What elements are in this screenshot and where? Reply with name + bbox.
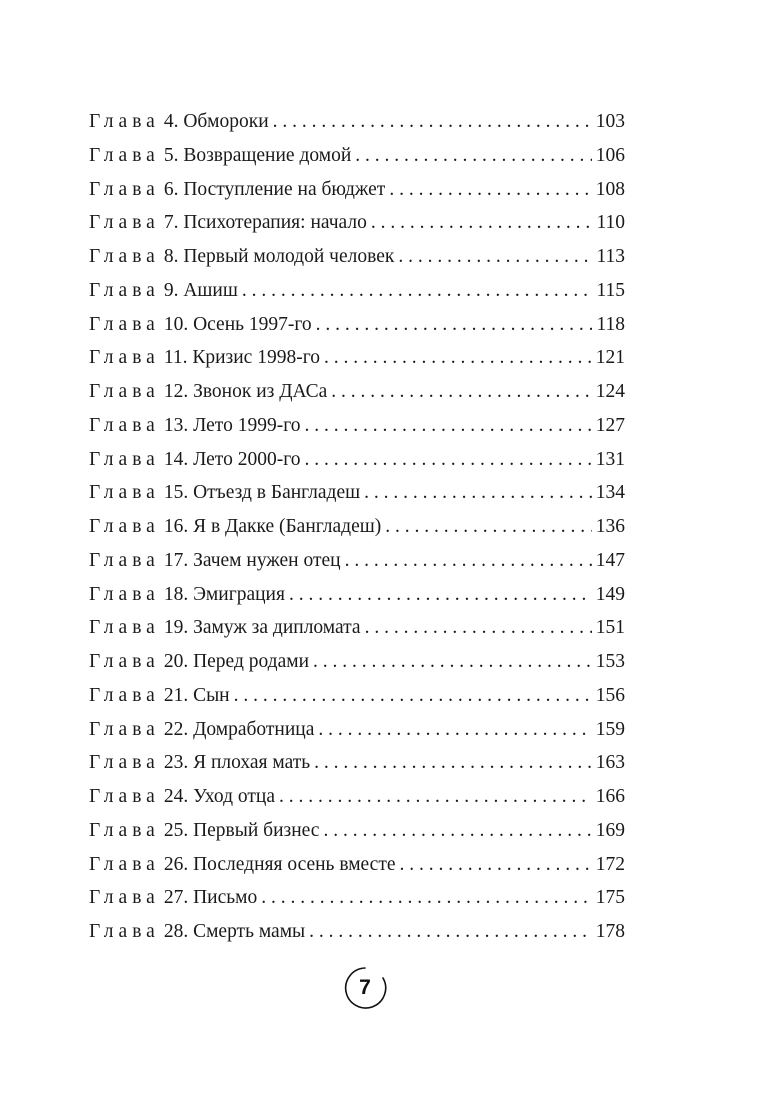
chapter-title-text: Последняя осень вместе [193, 853, 396, 875]
toc-entry [89, 881, 625, 915]
chapter-title-text: Отъезд в Бангладеш [193, 482, 361, 504]
chapter-title-text: Уход отца [193, 786, 276, 807]
chapter-number: 9. [163, 279, 179, 301]
chapter-word: Глава [89, 246, 160, 267]
chapter-title [164, 308, 312, 342]
chapter-number: 24. [163, 786, 189, 807]
toc-entry [89, 544, 625, 578]
chapter-number: 26. [163, 853, 189, 875]
chapter-title-text: Возвращение домой [183, 144, 352, 166]
chapter-word: Глава [89, 414, 160, 436]
toc-entry [89, 476, 625, 510]
chapter-number: 4. [163, 111, 179, 132]
page-number: 7 [359, 976, 371, 999]
chapter-title [164, 713, 315, 747]
toc-entry [89, 443, 625, 477]
dot-leader [304, 443, 591, 477]
chapter-page-number: 134 [595, 482, 625, 504]
chapter-word: Глава [89, 313, 160, 335]
chapter-title-text: Смерть мамы [193, 921, 306, 942]
chapter-title [164, 375, 327, 409]
dot-leader [318, 713, 591, 747]
chapter-page-number: 166 [595, 786, 625, 807]
chapter-number: 20. [163, 651, 189, 672]
chapter-word: Глава [89, 212, 160, 234]
toc-entry [89, 713, 625, 747]
chapter-page-number: 153 [595, 651, 625, 672]
chapter-word: Глава [89, 718, 160, 740]
toc-entry [89, 746, 625, 780]
chapter-word: Глава [89, 516, 160, 537]
chapter-number: 16. [163, 516, 189, 537]
chapter-number: 15. [163, 482, 189, 504]
toc-entry [89, 341, 625, 375]
dot-leader [279, 780, 592, 814]
chapter-title [164, 578, 285, 612]
toc-entry [89, 915, 625, 949]
chapter-word: Глава [89, 448, 160, 470]
dot-leader [365, 611, 592, 645]
dot-leader [324, 341, 592, 375]
toc-entry [89, 206, 625, 240]
chapter-page-number: 151 [595, 617, 625, 639]
chapter-page-number: 124 [595, 381, 625, 402]
chapter-title [164, 746, 310, 780]
chapter-title [164, 274, 238, 308]
toc-entry [89, 375, 625, 409]
chapter-word: Глава [89, 144, 160, 166]
chapter-title [164, 679, 230, 713]
chapter-word: Глава [89, 279, 160, 301]
chapter-word: Глава [89, 887, 160, 909]
chapter-page-number: 163 [595, 752, 625, 774]
chapter-title [164, 848, 396, 882]
dot-leader [385, 510, 592, 544]
dot-leader [304, 409, 591, 443]
chapter-number: 11. [163, 347, 188, 369]
chapter-title-text: Обмороки [183, 111, 269, 132]
chapter-page-number: 175 [595, 887, 625, 909]
chapter-number: 14. [163, 448, 189, 470]
chapter-word: Глава [89, 684, 160, 706]
dot-leader [314, 746, 592, 780]
chapter-number: 23. [163, 752, 189, 774]
toc-entry [89, 814, 625, 848]
chapter-page-number: 108 [595, 178, 625, 200]
chapter-title-text: Я в Дакке (Бангладеш) [193, 516, 382, 537]
dot-leader [331, 375, 591, 409]
dot-leader [309, 915, 592, 949]
chapter-page-number: 121 [595, 347, 625, 369]
chapter-word: Глава [89, 482, 160, 504]
chapter-word: Глава [89, 583, 160, 605]
toc-entry [89, 240, 625, 274]
toc-entry [89, 409, 625, 443]
chapter-page-number: 156 [595, 684, 625, 706]
chapter-page-number: 118 [596, 313, 625, 335]
chapter-number: 19. [163, 617, 189, 639]
chapter-title [164, 544, 341, 578]
page-number-badge [343, 966, 387, 1010]
toc-entry [89, 139, 625, 173]
toc-entry [89, 105, 625, 139]
dot-leader [355, 139, 591, 173]
chapter-title [164, 476, 360, 510]
chapter-word: Глава [89, 347, 160, 369]
chapter-word: Глава [89, 819, 160, 841]
chapter-page-number: 113 [596, 246, 625, 267]
chapter-number: 5. [163, 144, 179, 166]
toc-entry [89, 679, 625, 713]
chapter-number: 6. [163, 178, 179, 200]
chapter-number: 21. [163, 684, 189, 706]
chapter-title-text: Первый молодой человек [183, 246, 395, 267]
chapter-word: Глава [89, 617, 160, 639]
chapter-title-text: Психотерапия: начало [183, 212, 367, 234]
chapter-word: Глава [89, 853, 160, 875]
chapter-title-text: Ашиш [183, 279, 238, 301]
toc-entry [89, 274, 625, 308]
chapter-number: 27. [163, 887, 189, 909]
chapter-number: 12. [163, 381, 189, 402]
dot-leader [398, 240, 592, 274]
chapter-number: 22. [163, 718, 189, 740]
chapter-title-text: Первый бизнес [193, 819, 320, 841]
dot-leader [323, 814, 591, 848]
dot-leader [316, 308, 593, 342]
toc-entry [89, 173, 625, 207]
chapter-title-text: Перед родами [193, 651, 310, 672]
chapter-title [164, 780, 275, 814]
chapter-page-number: 131 [595, 448, 625, 470]
chapter-title-text: Кризис 1998-го [192, 347, 320, 369]
toc-entry [89, 611, 625, 645]
chapter-title [164, 173, 386, 207]
chapter-page-number: 110 [596, 212, 625, 234]
chapter-page-number: 103 [595, 111, 625, 132]
chapter-title-text: Звонок из ДАСа [193, 381, 328, 402]
chapter-title [164, 443, 301, 477]
chapter-word: Глава [89, 752, 160, 774]
chapter-title-text: Письмо [193, 887, 258, 909]
chapter-number: 7. [163, 212, 179, 234]
dot-leader [389, 173, 591, 207]
chapter-page-number: 106 [595, 144, 625, 166]
chapter-page-number: 172 [595, 853, 625, 875]
chapter-word: Глава [89, 178, 160, 200]
chapter-number: 13. [163, 414, 189, 436]
chapter-number: 28. [163, 921, 189, 942]
chapter-title [164, 139, 351, 173]
dot-leader [345, 544, 592, 578]
chapter-word: Глава [89, 111, 160, 132]
toc-entry [89, 578, 625, 612]
chapter-title [164, 105, 269, 139]
chapter-title [164, 645, 309, 679]
chapter-title [164, 881, 257, 915]
chapter-title [164, 814, 320, 848]
chapter-word: Глава [89, 921, 160, 942]
chapter-title-text: Лето 2000-го [193, 448, 301, 470]
dot-leader [313, 645, 592, 679]
chapter-title-text: Домработница [193, 718, 315, 740]
chapter-page-number: 147 [595, 549, 625, 571]
chapter-title-text: Замуж за дипломата [193, 617, 361, 639]
dot-leader [261, 881, 592, 915]
chapter-number: 25. [163, 819, 189, 841]
chapter-title [164, 510, 381, 544]
chapter-page-number: 115 [596, 279, 625, 301]
chapter-title [164, 409, 301, 443]
chapter-number: 17. [163, 549, 189, 571]
chapter-title [164, 341, 320, 375]
dot-leader [400, 848, 592, 882]
chapter-title-text: Сын [193, 684, 230, 706]
chapter-word: Глава [89, 549, 160, 571]
chapter-title-text: Зачем нужен отец [193, 549, 341, 571]
chapter-number: 8. [163, 246, 179, 267]
table-of-contents [89, 105, 625, 949]
chapter-word: Глава [89, 786, 160, 807]
dot-leader [242, 274, 593, 308]
chapter-number: 18. [163, 583, 189, 605]
chapter-page-number: 178 [595, 921, 625, 942]
dot-leader [289, 578, 592, 612]
chapter-title-text: Эмиграция [193, 583, 285, 605]
chapter-page-number: 159 [595, 718, 625, 740]
chapter-page-number: 136 [595, 516, 625, 537]
dot-leader [364, 476, 592, 510]
chapter-page-number: 169 [595, 819, 625, 841]
chapter-title [164, 206, 367, 240]
chapter-title [164, 611, 361, 645]
toc-entry [89, 848, 625, 882]
chapter-title [164, 240, 395, 274]
chapter-page-number: 127 [595, 414, 625, 436]
toc-entry [89, 645, 625, 679]
dot-leader [273, 105, 592, 139]
dot-leader [371, 206, 593, 240]
chapter-title-text: Я плохая мать [193, 752, 311, 774]
dot-leader [234, 679, 592, 713]
toc-entry [89, 780, 625, 814]
chapter-title [164, 915, 305, 949]
toc-entry [89, 510, 625, 544]
chapter-title-text: Осень 1997-го [193, 313, 312, 335]
chapter-title-text: Поступление на бюджет [183, 178, 386, 200]
toc-entry [89, 308, 625, 342]
chapter-word: Глава [89, 651, 160, 672]
chapter-number: 10. [163, 313, 189, 335]
chapter-word: Глава [89, 381, 160, 402]
chapter-title-text: Лето 1999-го [193, 414, 301, 436]
chapter-page-number: 149 [595, 583, 625, 605]
